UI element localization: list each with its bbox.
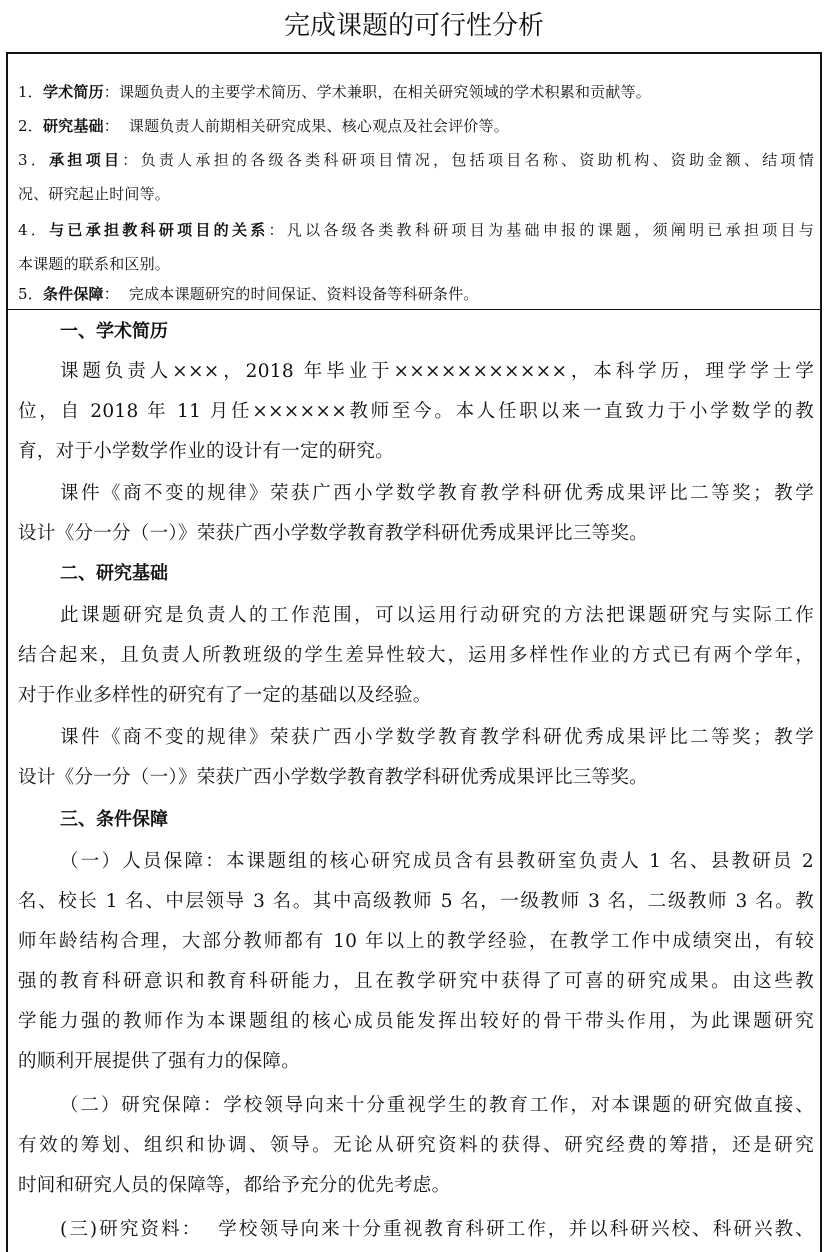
paragraph-line: 此课题研究是负责人的工作范围，可以运用行动研究的方法把课题研究与实际工作 (60, 605, 814, 626)
guide-item-2: 2．研究基础： 课题负责人前期相关研究成果、核心观点及社会评价等。 (18, 117, 509, 135)
paragraph-line: 的顺利开展提供了强有力的保障。 (18, 1051, 301, 1072)
paragraph-line: 时间和研究人员的保障等，都给予充分的优先考虑。 (18, 1175, 451, 1196)
paragraph-line: 师年龄结构合理，大部分教师都有 10 年以上的教学经验，在教学工作中成绩突出，有较 (18, 931, 814, 952)
paragraph-line: (三)研究资料： 学校领导向来十分重视教育科研工作，并以科研兴校、科研兴教、 (60, 1219, 814, 1240)
section-heading-research-basis: 二、研究基础 (60, 563, 168, 584)
guide-item-3: 3．承担项目：负责人承担的各级各类科研项目情况，包括项目名称、资助机构、资助金额、结项情 (18, 151, 815, 169)
section-heading-conditions: 三、条件保障 (60, 809, 168, 830)
form-frame (6, 52, 822, 1252)
page-title: 完成课题的可行性分析 (283, 11, 544, 41)
guide-item-4-cont: 本课题的联系和区别。 (18, 255, 171, 273)
paragraph-line: （一）人员保障：本课题组的核心研究成员含有县教研室负责人 1 名、县教研员 2 (60, 851, 814, 872)
paragraph-line: 育，对于小学数学作业的设计有一定的研究。 (18, 441, 395, 462)
paragraph-line: 课件《商不变的规律》荣获广西小学数学教育教学科研优秀成果评比二等奖；教学 (60, 483, 814, 504)
paragraph-line: 设计《分一分（一）》荣获广西小学数学教育教学科研优秀成果评比三等奖。 (18, 767, 648, 788)
guide-item-1: 1．学术简历：课题负责人的主要学术简历、学术兼职，在相关研究领域的学术积累和贡献等。 (18, 83, 651, 101)
guide-item-5: 5．条件保障： 完成本课题研究的时间保证、资料设备等科研条件。 (18, 285, 479, 303)
paragraph-line: 课题负责人×××，2018 年毕业于×××××××××××，本科学历，理学学士学 (60, 361, 814, 382)
paragraph-line: 设计《分一分（一）》荣获广西小学数学教育教学科研优秀成果评比三等奖。 (18, 523, 648, 544)
paragraph-line: 位，自 2018 年 11 月任××××××教师至今。本人任职以来一直致力于小学数学的教 (18, 401, 814, 422)
paragraph-line: 结合起来，且负责人所教班级的学生差异性较大，运用多样性作业的方式已有两个学年， (18, 645, 814, 666)
guide-block (8, 54, 820, 310)
paragraph-line: 对于作业多样性的研究有了一定的基础以及经验。 (18, 685, 432, 706)
guide-item-3-cont: 况、研究起止时间等。 (18, 185, 171, 203)
paragraph-line: 强的教育科研意识和教育科研能力，且在教学研究中获得了可喜的研究成果。由这些教 (18, 971, 814, 992)
paragraph-line: 学能力强的教师作为本课题组的核心成员能发挥出较好的骨干带头作用，为此课题研究 (18, 1011, 814, 1032)
paragraph-line: 课件《商不变的规律》荣获广西小学数学教育教学科研优秀成果评比二等奖；教学 (60, 727, 814, 748)
paragraph-line: （二）研究保障：学校领导向来十分重视学生的教育工作，对本课题的研究做直接、 (60, 1095, 814, 1116)
paragraph-line: 名、校长 1 名、中层领导 3 名。其中高级教师 5 名，一级教师 3 名，二级教师 3 名。教 (18, 891, 814, 912)
section-heading-academic: 一、学术简历 (60, 321, 168, 342)
paragraph-line: 有效的筹划、组织和协调、领导。无论从研究资料的获得、研究经费的筹措，还是研究 (18, 1135, 814, 1156)
guide-item-4: 4．与已承担教科研项目的关系：凡以各级各类教科研项目为基础申报的课题，须阐明已承担项目与 (18, 221, 815, 239)
